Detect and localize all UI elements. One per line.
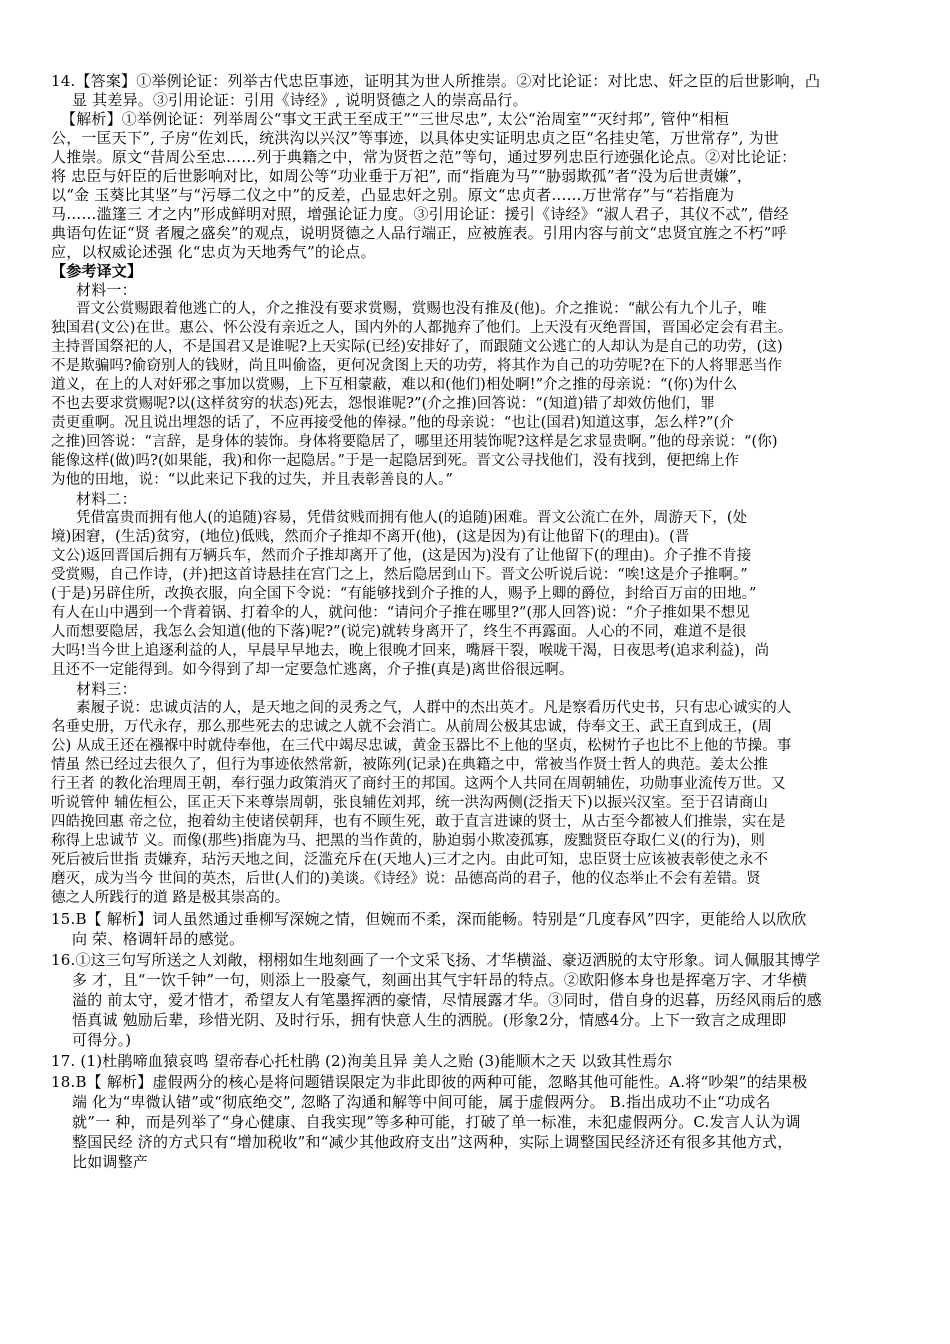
material-3-line: 磨灭，成为当今 世间的英杰，后世(人们的)美谈。《诗经》说：品德高尚的君子，他的仪态举止不会有差错。贤 xyxy=(51,871,761,887)
q14-analysis-line: 典语句佐证“贤 者履之盛矣”的观点，说明贤德之人品行端正，应被旌表。引用内容与前文“忠贤宜旌之不朽”呼 xyxy=(51,224,787,242)
material-3-line: 行王者 的教化治理周王朝，奉行强力政策消灭了商纣王的邦国。这两个人共同在周朝辅佐，功勋事业流传万世。又 xyxy=(51,776,786,792)
q14-analysis-line: 应，以权威论述强 化“忠贞为天地秀气”的论点。 xyxy=(51,243,376,261)
material-1-line: 之推)回答说：“言辞，是身体的装饰。身体将要隐居了，哪里还用装饰呢?这样是乞求显贵啊。”他的母亲说：“(你) xyxy=(51,434,778,450)
q16-line: 悟真诚 勉励后辈，珍惜光阴、及时行乐，拥有快意人生的洒脱。(形象2分，情感4分。上下一致言之成理即 xyxy=(72,1011,787,1029)
q14-answer-line: 14.【答案】①举例论证：列举古代忠臣事迹，证明其为世人所推崇。②对比论证：对比忠、奸之臣的后世影响，凸 xyxy=(51,72,821,90)
q14-answer-line: 显 其差异。③引用论证：引用《诗经》, 说明贤德之人的崇高品行。 xyxy=(72,91,528,109)
material-3-line: 称得上忠诚节 义。而像(那些)指鹿为马、把黑的当作黄的，胁迫弱小欺凌孤寡，废黜贤臣夺取仁义(的行为)，则 xyxy=(51,833,765,849)
material-1-line: 能像这样(做)吗?(如果能，我)和你一起隐居。”于是一起隐居到死。晋文公寻找他们，没有找到，便把绵上作 xyxy=(51,453,740,469)
material-2-line: 人而想要隐居，我怎么会知道(他的下落)呢?”(说完)就转身离开了，终生不再露面。人心的不同，难道不是很 xyxy=(51,624,747,640)
material-3-line: 听说管仲 辅佐桓公，匡正天下来尊崇周朝，张良辅佐刘邦，统一洪沟两侧(泛指天下)以振兴汉室。至于召请商山 xyxy=(51,795,769,811)
material-3-line: 公) 从成王还在襁褓中时就侍奉他，在三代中竭尽忠诚，黄金玉器比不上他的坚贞，松树竹子也比不上他的节操。事 xyxy=(51,738,792,754)
material-1-line: 不也去要求赏赐呢?以(这样贫穷的状态)死去，怨恨谁呢?”(介之推)回答说：“(知道)错了却效仿他们，罪 xyxy=(51,396,715,412)
material-1-line: 责更重啊。况且说出埋怨的话了，不应再接受他的俸禄。”他的母亲说：“也让(国君)知道这事，怎么样?”(介 xyxy=(51,415,734,431)
q17-line: 17. (1)杜鹃啼血猿哀鸣 望帝春心托杜鹃 (2)洵美且异 美人之贻 (3)能顺木之天 以致其性焉尔 xyxy=(51,1052,673,1070)
q14-analysis-line: 人推崇。原文“昔周公至忠……列于典籍之中，常为贤哲之范”等句，通过罗列忠臣行迹强化论点。②对比论证： xyxy=(51,148,797,166)
material-3-label: 材料三： xyxy=(76,680,137,698)
q16-line: 可得分。) xyxy=(72,1031,132,1049)
q14-analysis-line: 公，一匡天下”, 子房“佐刘氏，统洪沟以兴汉”等事迹，以具体史实证明忠贞之臣“名挂史笔，万世常存”, 为世 xyxy=(51,129,780,147)
q18-line: 18.B【 解析】虚假两分的核心是将问题错误限定为非此即彼的两种可能，忽略其他可能性。A.将“吵架”的结果极 xyxy=(51,1073,808,1091)
material-1-line: 不是欺骗吗?偷窃别人的钱财，尚且叫偷盗，更何况贪图上天的功劳，将其作为自己的功劳呢?在下的人将罪恶当作 xyxy=(51,358,783,374)
material-2-line: 大吗!当今世上追逐利益的人，早晨早早地去，晚上很晚才回来，嘴唇干裂，喉咙干渴，日夜思考(追求利益)，尚 xyxy=(51,643,770,659)
material-2-line: 境)困窘，(生活)贫穷，(地位)低贱，然而介子推却不离开(他)，(这是因为)有让他留下(的理由)。(晋 xyxy=(51,529,690,545)
material-1-line: 独国君(文公)在世。惠公、怀公没有亲近之人，国内外的人都抛弃了他们。上天没有灭绝晋国，晋国必定会有君主。 xyxy=(51,320,793,336)
material-1-label: 材料一： xyxy=(76,281,137,299)
material-3-line: 情虽 然已经过去很久了，但行为事迹依然常新，被陈列(记录)在典籍之中，常被当作贤士哲人的典范。姜太公推 xyxy=(51,757,769,773)
material-3-line: 名垂史册，万代永存，那么那些死去的忠诚之人就不会消亡。从前周公极其忠诚，侍奉文王、武王直到成王，(周 xyxy=(51,719,773,735)
material-2-line: 且还不一定能得到。如今得到了却一定要急忙逃离，介子推(真是)离世俗很远啊。 xyxy=(51,662,574,678)
q15-line: 15.B【 解析】词人虽然通过垂柳写深婉之情，但婉而不柔，深而能畅。特别是“几度春风”四字，更能给人以欣欣 xyxy=(51,910,807,928)
material-3-line: 四皓挽回惠 帝之位，抱着幼主使诸侯朝拜，也有不顾生死，敢于直言进谏的贤士，从古至今都被人们推崇，实在是 xyxy=(51,814,786,830)
q14-analysis-line: 【解析】①举例论证：列举周公“事文王武王至成王”“三世尽忠”, 太公“治周室”“灭纣邦”, 管仲“相桓 xyxy=(61,110,730,128)
q18-line: 端 化为“卑微认错”或“彻底绝交”, 忽略了沟通和解等中间可能，属于虚假两分。 B.指出成功不止“功成名 xyxy=(72,1093,771,1111)
material-2-line: 凭借富贵而拥有他人(的追随)容易，凭借贫贱而拥有他人(的追随)困难。晋文公流亡在外，周游天下，(处 xyxy=(76,510,748,526)
q14-analysis-line: 将 忠臣与奸臣的后世影响对比，如周公等“功业垂于万祀”, 而“指鹿为马”“胁弱欺孤”者“没为后世责嫌”， xyxy=(51,167,753,185)
material-3-line: 素履子说：忠诚贞洁的人，是天地之间的灵秀之气，人群中的杰出英才。凡是察看历代史书，只有忠心诚实的人 xyxy=(76,700,792,716)
material-1-line: 晋文公赏赐跟着他逃亡的人，介之推没有要求赏赐，赏赐也没有推及(他)。介之推说：“献公有九个儿子，唯 xyxy=(76,301,767,317)
material-3-line: 德之人所践行的道 路是极其崇高的。 xyxy=(51,890,290,906)
q14-analysis-line: 马……滥篷三 才之内”形成鲜明对照，增强论证力度。③引用论证：援引《诗经》“淑人君子，其仪不忒”, 借经 xyxy=(51,205,789,223)
q14-analysis-line: 以“金 玉葵比其坚”与“污辱二仪之中”的反差，凸显忠奸之别。原文“忠贞者……万世常存”与“若指鹿为 xyxy=(51,186,735,204)
material-1-line: 道义，在上的人对奸邪之事加以赏赐，上下互相蒙蔽，难以和(他们)相处啊!”介之推的母亲说：“(你)为什么 xyxy=(51,377,738,393)
q16-line: 溢的 前太守，爱才惜才，希望友人有笔墨挥洒的豪情，尽情展露才华。③同时，借自身的迟暮，历经风雨后的感 xyxy=(72,991,822,1009)
material-2-line: 有人在山中遇到一个背着锅、打着伞的人，就问他：“请问介子推在哪里?”(那人回答)说：“介子推如果不想见 xyxy=(51,605,750,621)
material-3-line: 死后被后世指 责嫌弃，玷污天地之间，泛滥充斥在(天地人)三才之内。由此可知，忠臣贤士应该被表彰使之永不 xyxy=(51,852,769,868)
material-2-line: 受赏赐，自己作诗，(并)把这首诗悬挂在宫门之上，然后隐居到山下。晋文公听说后说：“唉!这是介子推啊。” xyxy=(51,567,748,583)
q16-line: 16.①这三句写所送之人刘敞，栩栩如生地刻画了一个文采飞扬、才华横溢、豪迈洒脱的太守形象。词人佩服其博学 xyxy=(51,951,821,969)
q18-line: 就”一 种，而是列举了“身心健康、自我实现”等多种可能，打破了单一标准，未犯虚假两分。C.发言人认为调 xyxy=(72,1113,801,1131)
material-1-line: 为他的田地，说：“以此来记下我的过失，并且表彰善良的人。” xyxy=(51,472,453,488)
material-1-line: 主持晋国祭祀的人，不是国君又是谁呢?上天实际(已经)安排好了，而跟随文公逃亡的人却认为是自己的功劳，(这) xyxy=(51,339,783,355)
translation-heading: 【参考译文】 xyxy=(51,262,143,280)
material-2-line: 文公)返回晋国后拥有万辆兵车，然而介子推却离开了他，(这是因为)没有了让他留下(的理由)。介子推不肯接 xyxy=(51,548,752,564)
q16-line: 多 才，且“一饮千钟”一句，则添上一股豪气，刻画出其气宇轩昂的特点。②欧阳修本身也是挥毫万字、才华横 xyxy=(72,971,808,989)
q15-line: 向 荣、格调轩昂的感觉。 xyxy=(72,930,245,948)
material-2-label: 材料二： xyxy=(76,490,137,508)
material-2-line: (于是)另辟住所，改换衣服，向全国下令说：“有能够找到介子推的人，赐予上卿的爵位，封给百万亩的田地。” xyxy=(51,586,757,602)
q18-line: 整国民经 济的方式只有“增加税收”和“减少其他政府支出”这两种，实际上调整国民经济还有很多其他方式， xyxy=(72,1133,793,1151)
q18-line: 比如调整产 xyxy=(72,1153,149,1171)
